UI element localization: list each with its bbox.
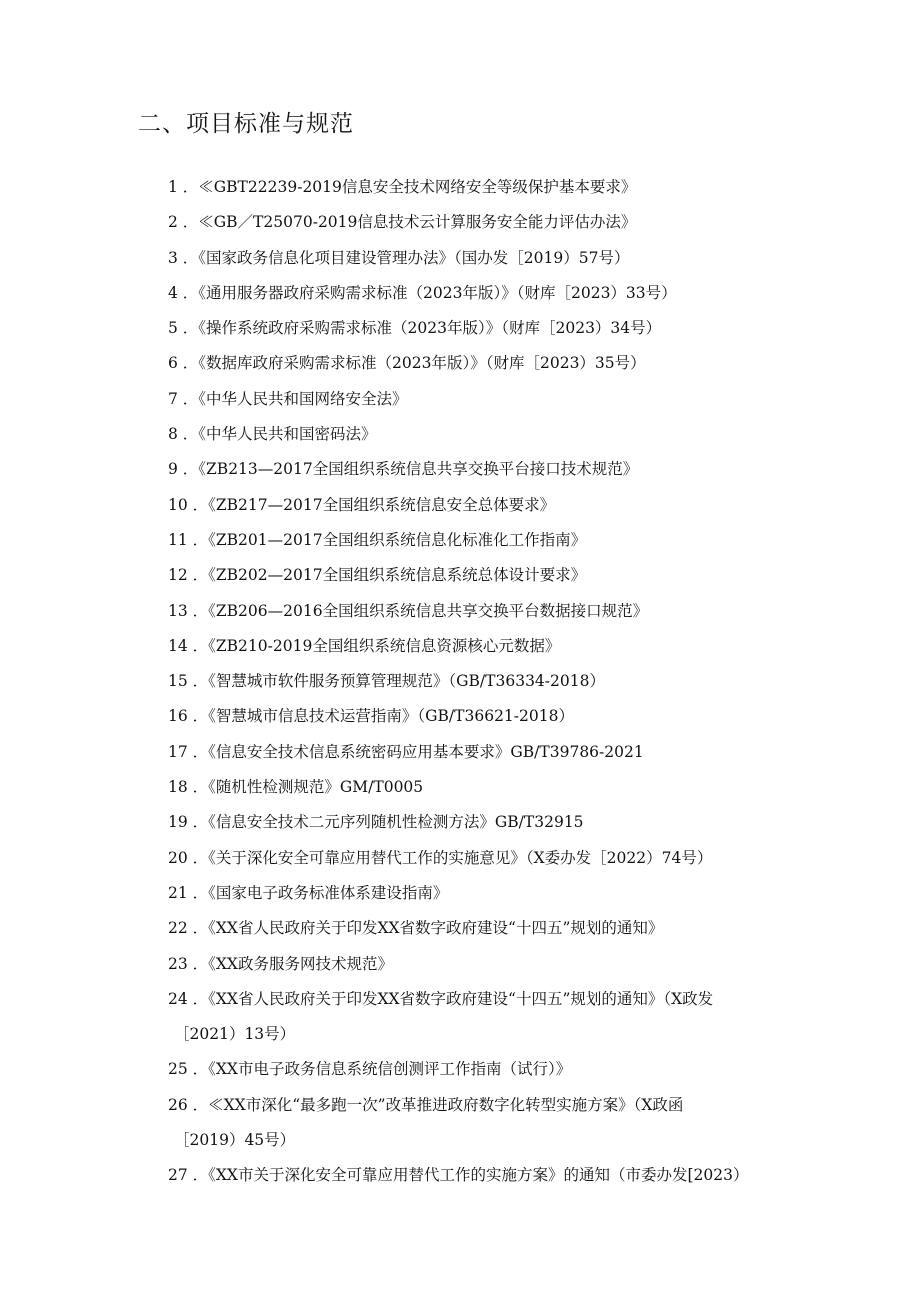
list-item	[0, 1088, 920, 1159]
list-item	[0, 594, 920, 629]
list-item-text: 25 ．《XX市电子政务信息系统信创测评工作指南（试行）》	[168, 1060, 572, 1079]
list-item-text: 22 ．《XX省人民政府关于印发XX省数字政府建设“十四五”规划的通知》	[168, 919, 664, 938]
list-item-text: 11 ．《ZB201—2017全国组织系统信息化标准化工作指南》	[168, 530, 587, 549]
list-item	[0, 805, 920, 840]
list-item	[0, 276, 920, 311]
list-item	[0, 1052, 920, 1087]
list-item-text: 14 ．《ZB210-2019全国组织系统信息资源核心元数据》	[168, 636, 561, 655]
list-item-text: 13 ．《ZB206—2016全国组织系统信息共享交换平台数据接口规范》	[168, 601, 649, 620]
list-item	[0, 664, 920, 699]
list-item	[0, 911, 920, 946]
list-item-text: 26 ．≪XX市深化“最多跑一次”改革推进政府数字化转型实施方案》（X政函	[168, 1095, 684, 1114]
list-item-text: 8 ．《中华人民共和国密码法》	[168, 425, 377, 444]
list-item	[0, 346, 920, 381]
list-item-text: 24 ．《XX省人民政府关于印发XX省数字政府建设“十四五”规划的通知》（X政发	[168, 989, 714, 1008]
list-item	[0, 488, 920, 523]
list-item	[0, 770, 920, 805]
list-item-text: 12 ．《ZB202—2017全国组织系统信息系统总体设计要求》	[168, 566, 587, 585]
list-item	[0, 241, 920, 276]
list-item	[0, 982, 920, 1053]
list-item	[0, 699, 920, 734]
list-item-text: 27 ．《XX市关于深化安全可靠应用替代工作的实施方案》的通知（市委办发[2023）	[168, 1166, 749, 1185]
list-item	[0, 452, 920, 487]
list-item	[0, 876, 920, 911]
list-item	[0, 311, 920, 346]
list-item-text: 16 ．《智慧城市信息技术运营指南》（GB/T36621-2018）	[168, 707, 574, 726]
list-item-text: 17 ．《信息安全技术信息系统密码应用基本要求》GB/T39786-2021	[168, 742, 644, 761]
list-item-text: 7 ．《中华人民共和国网络安全法》	[168, 389, 408, 408]
list-item	[0, 382, 920, 417]
section-title: 二、项目标准与规范	[138, 111, 354, 137]
standards-list	[0, 170, 920, 1194]
list-item-text: 1 ．≪GBT22239-2019信息安全技术网络安全等级保护基本要求》	[168, 178, 637, 196]
list-item-text: 5 ．《操作系统政府采购需求标准（2023年版）》（财库［2023）34号）	[168, 319, 662, 338]
list-item-text: 3 ．《国家政务信息化项目建设管理办法》（国办发［2019）57号）	[168, 248, 630, 267]
list-item	[0, 735, 920, 770]
list-item-continuation: ［2021）13号）	[174, 1025, 296, 1044]
list-item	[0, 170, 920, 205]
list-item-continuation: ［2019）45号）	[174, 1131, 296, 1150]
list-item-text: 2 ．≪GB／T25070-2019信息技术云计算服务安全能力评估办法》	[168, 213, 637, 232]
list-item	[0, 558, 920, 593]
list-item	[0, 1158, 920, 1193]
list-item-text: 21 ．《国家电子政务标准体系建设指南》	[168, 883, 449, 902]
list-item	[0, 629, 920, 664]
list-item-text: 20 ．《关于深化安全可靠应用替代工作的实施意见》（X委办发［2022）74号）	[168, 848, 713, 867]
list-item-text: 10 ．《ZB217—2017全国组织系统信息安全总体要求》	[168, 495, 556, 514]
list-item	[0, 205, 920, 240]
list-item	[0, 841, 920, 876]
list-item-text: 19 ．《信息安全技术二元序列随机性检测方法》GB/T32915	[168, 813, 584, 832]
list-item	[0, 947, 920, 982]
list-item-text: 6 ．《数据库政府采购需求标准（2023年版）》（财库［2023）35号）	[168, 354, 646, 373]
list-item-text: 23 ．《XX政务服务网技术规范》	[168, 954, 393, 973]
list-item-text: 15 ．《智慧城市软件服务预算管理规范》（GB/T36334-2018）	[168, 672, 605, 691]
list-item-text: 4 ．《通用服务器政府采购需求标准（2023年版）》（财库［2023）33号）	[168, 283, 677, 302]
list-item-text: 9 ．《ZB213—2017全国组织系统信息共享交换平台接口技术规范》	[168, 460, 639, 479]
list-item	[0, 417, 920, 452]
list-item-text: 18 ．《随机性检测规范》GM/T0005	[168, 778, 424, 797]
list-item	[0, 523, 920, 558]
